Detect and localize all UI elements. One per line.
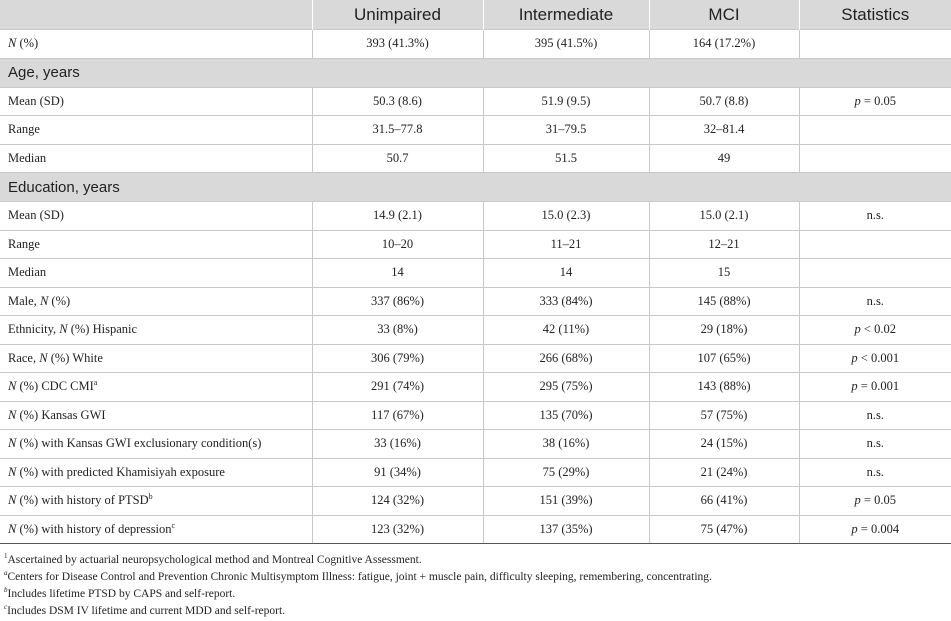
row-label: N (%) CDC CMI$^a$ bbox=[0, 373, 312, 402]
cell-unimpaired: 91 (34%) bbox=[312, 458, 483, 487]
education-mean-row bbox=[0, 202, 951, 231]
cell-statistics: p < 0.02 bbox=[799, 316, 951, 345]
header-intermediate: Intermediate bbox=[483, 0, 649, 30]
cell-intermediate: 11–21 bbox=[483, 230, 649, 259]
cell-statistics bbox=[799, 116, 951, 145]
age-mean-row bbox=[0, 87, 951, 116]
cell-intermediate: 38 (16%) bbox=[483, 430, 649, 459]
age-range-row bbox=[0, 116, 951, 145]
cell-mci: 145 (88%) bbox=[649, 287, 799, 316]
row-label: Range bbox=[0, 116, 312, 145]
cell-unimpaired: 117 (67%) bbox=[312, 401, 483, 430]
header-blank bbox=[0, 0, 312, 30]
footnote: $^a$Centers for Disease Control and Prevention Chronic Multisymptom Illness: fatigue, joint + muscle pain, difficulty sleeping, remembering, concentrating. bbox=[4, 569, 712, 583]
race-row bbox=[0, 344, 951, 373]
cell-statistics bbox=[799, 144, 951, 173]
cell-unimpaired: 31.5–77.8 bbox=[312, 116, 483, 145]
male-row bbox=[0, 287, 951, 316]
footnote: $^c$Includes DSM IV lifetime and current MDD and self-report. bbox=[4, 603, 286, 617]
row-label: Race, N (%) White bbox=[0, 344, 312, 373]
row-label: N (%) with history of depression$^c$ bbox=[0, 515, 312, 544]
cell-intermediate: 75 (29%) bbox=[483, 458, 649, 487]
cell-mci: 29 (18%) bbox=[649, 316, 799, 345]
education-range-row bbox=[0, 230, 951, 259]
section-title: Age, years bbox=[0, 58, 951, 87]
cell-intermediate: 42 (11%) bbox=[483, 316, 649, 345]
cell-intermediate: 15.0 (2.3) bbox=[483, 202, 649, 231]
education-median-row bbox=[0, 259, 951, 288]
n-row bbox=[0, 30, 951, 59]
row-label: Ethnicity, N (%) Hispanic bbox=[0, 316, 312, 345]
ptsd-row bbox=[0, 487, 951, 516]
cell-statistics: p = 0.004 bbox=[799, 515, 951, 544]
cell-unimpaired: 337 (86%) bbox=[312, 287, 483, 316]
header-mci: MCI bbox=[649, 0, 799, 30]
cell-intermediate: 51.5 bbox=[483, 144, 649, 173]
cell-mci: 15.0 (2.1) bbox=[649, 202, 799, 231]
cell-unimpaired: 50.3 (8.6) bbox=[312, 87, 483, 116]
cell-mci: 57 (75%) bbox=[649, 401, 799, 430]
kansas-exclusion-row bbox=[0, 430, 951, 459]
cell-unimpaired: 291 (74%) bbox=[312, 373, 483, 402]
cell-unimpaired: 50.7 bbox=[312, 144, 483, 173]
footnote: $^1$Ascertained by actuarial neuropsychological method and Montreal Cognitive Assessment. bbox=[4, 552, 422, 566]
cell-unimpaired: 393 (41.3%) bbox=[312, 30, 483, 59]
cell-mci: 143 (88%) bbox=[649, 373, 799, 402]
cell-statistics: n.s. bbox=[799, 202, 951, 231]
cdc-cmi-row bbox=[0, 373, 951, 402]
cell-intermediate: 395 (41.5%) bbox=[483, 30, 649, 59]
section-title: Education, years bbox=[0, 173, 951, 202]
cell-mci: 75 (47%) bbox=[649, 515, 799, 544]
cell-intermediate: 51.9 (9.5) bbox=[483, 87, 649, 116]
khamisiyah-row bbox=[0, 458, 951, 487]
cell-statistics bbox=[799, 30, 951, 59]
cell-intermediate: 333 (84%) bbox=[483, 287, 649, 316]
cell-mci: 164 (17.2%) bbox=[649, 30, 799, 59]
row-label: N (%) with Kansas GWI exclusionary condition(s) bbox=[0, 430, 312, 459]
row-label: N (%) bbox=[0, 30, 312, 59]
ethnicity-row bbox=[0, 316, 951, 345]
row-label: Male, N (%) bbox=[0, 287, 312, 316]
cell-intermediate: 14 bbox=[483, 259, 649, 288]
header-statistics: Statistics bbox=[799, 0, 951, 30]
row-label: Mean (SD) bbox=[0, 87, 312, 116]
cell-mci: 24 (15%) bbox=[649, 430, 799, 459]
cell-mci: 32–81.4 bbox=[649, 116, 799, 145]
cell-unimpaired: 123 (32%) bbox=[312, 515, 483, 544]
row-label: Range bbox=[0, 230, 312, 259]
cell-statistics: p < 0.001 bbox=[799, 344, 951, 373]
header-row bbox=[0, 0, 951, 30]
cell-mci: 21 (24%) bbox=[649, 458, 799, 487]
cell-statistics: n.s. bbox=[799, 458, 951, 487]
cell-mci: 15 bbox=[649, 259, 799, 288]
cell-statistics bbox=[799, 259, 951, 288]
cell-intermediate: 135 (70%) bbox=[483, 401, 649, 430]
cell-unimpaired: 306 (79%) bbox=[312, 344, 483, 373]
row-label: Median bbox=[0, 144, 312, 173]
cell-intermediate: 31–79.5 bbox=[483, 116, 649, 145]
cell-statistics: n.s. bbox=[799, 401, 951, 430]
age-median-row bbox=[0, 144, 951, 173]
cell-unimpaired: 33 (16%) bbox=[312, 430, 483, 459]
row-label: N (%) with history of PTSD$^b$ bbox=[0, 487, 312, 516]
cell-statistics: n.s. bbox=[799, 430, 951, 459]
cell-intermediate: 266 (68%) bbox=[483, 344, 649, 373]
kansas-gwi-row bbox=[0, 401, 951, 430]
cell-unimpaired: 14.9 (2.1) bbox=[312, 202, 483, 231]
cell-mci: 66 (41%) bbox=[649, 487, 799, 516]
cell-mci: 50.7 (8.8) bbox=[649, 87, 799, 116]
row-label: N (%) Kansas GWI bbox=[0, 401, 312, 430]
row-label: N (%) with predicted Khamisiyah exposure bbox=[0, 458, 312, 487]
cell-intermediate: 151 (39%) bbox=[483, 487, 649, 516]
cell-unimpaired: 14 bbox=[312, 259, 483, 288]
section-age bbox=[0, 58, 951, 87]
footnotes bbox=[4, 552, 944, 620]
cell-intermediate: 137 (35%) bbox=[483, 515, 649, 544]
row-label: Median bbox=[0, 259, 312, 288]
cell-mci: 12–21 bbox=[649, 230, 799, 259]
cell-statistics: n.s. bbox=[799, 287, 951, 316]
footnote: $^b$Includes lifetime PTSD by CAPS and self-report. bbox=[4, 586, 236, 600]
row-label: Mean (SD) bbox=[0, 202, 312, 231]
cell-mci: 107 (65%) bbox=[649, 344, 799, 373]
cell-statistics: p = 0.001 bbox=[799, 373, 951, 402]
cell-statistics: p = 0.05 bbox=[799, 487, 951, 516]
header-unimpaired: Unimpaired bbox=[312, 0, 483, 30]
cell-unimpaired: 10–20 bbox=[312, 230, 483, 259]
depression-row bbox=[0, 515, 951, 544]
cell-mci: 49 bbox=[649, 144, 799, 173]
cell-unimpaired: 33 (8%) bbox=[312, 316, 483, 345]
cell-unimpaired: 124 (32%) bbox=[312, 487, 483, 516]
cell-statistics bbox=[799, 230, 951, 259]
cell-intermediate: 295 (75%) bbox=[483, 373, 649, 402]
section-education bbox=[0, 173, 951, 202]
cell-statistics: p = 0.05 bbox=[799, 87, 951, 116]
